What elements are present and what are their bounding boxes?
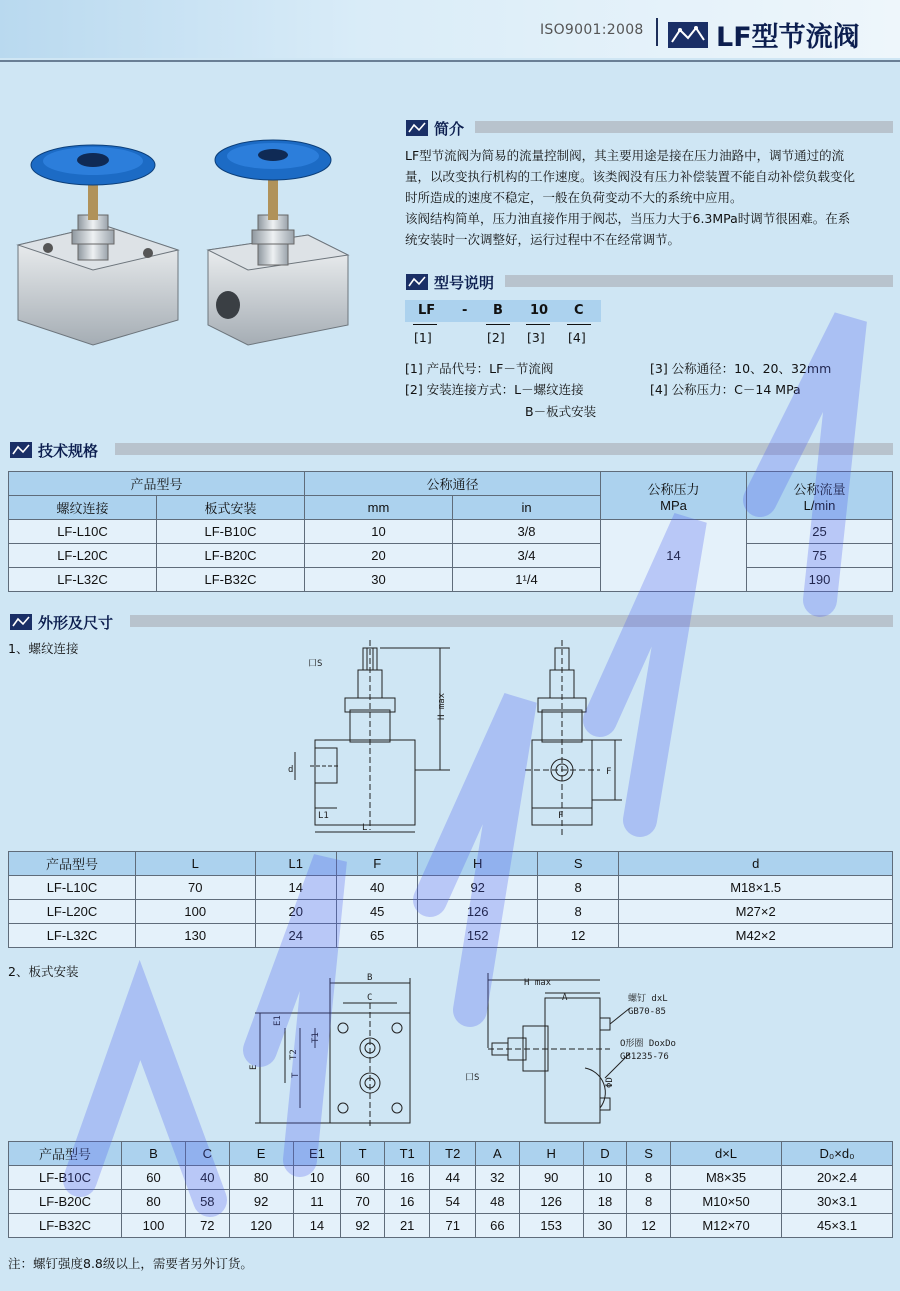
cell: LF-B10C <box>157 520 305 544</box>
page-title: LF型节流阀 <box>716 22 860 53</box>
th-pressure-unit: MPa <box>660 497 687 513</box>
cell: 1¹/4 <box>453 568 601 592</box>
cell: 75 <box>747 544 893 568</box>
cell: 8 <box>627 1190 671 1214</box>
cell: 25 <box>747 520 893 544</box>
sub-heading-thread: 1、螺纹连接 <box>8 641 79 656</box>
code-underline <box>567 324 591 325</box>
section-rule <box>505 275 893 287</box>
cell: M12×70 <box>671 1214 782 1238</box>
cell: 126 <box>519 1190 583 1214</box>
cell: 190 <box>747 568 893 592</box>
label-oring: O形圈 DoxDo <box>620 1039 676 1049</box>
cell: 60 <box>122 1166 186 1190</box>
th: D₀×d₀ <box>782 1142 893 1166</box>
code-b: B <box>493 303 503 318</box>
cell: LF-L10C <box>9 876 136 900</box>
th: A <box>476 1142 520 1166</box>
table-row <box>9 924 893 948</box>
model-note: B－板式安装 <box>525 404 597 419</box>
th: L1 <box>255 852 336 876</box>
cell: 10 <box>293 1166 341 1190</box>
code-underline <box>486 324 510 325</box>
cell: 66 <box>476 1214 520 1238</box>
table-header-row <box>9 1142 893 1166</box>
product-photos <box>8 135 388 360</box>
table-row <box>9 1166 893 1190</box>
th: T2 <box>430 1142 476 1166</box>
model-note: [1] 产品代号：LF－节流阀 <box>405 361 554 376</box>
code-lf: LF <box>418 303 436 318</box>
dim-b: B <box>367 973 373 983</box>
dim-a: A <box>562 993 568 1003</box>
cell: M27×2 <box>619 900 893 924</box>
cell: 30 <box>305 568 453 592</box>
spec-table <box>8 471 893 592</box>
code-index: [1] <box>414 330 432 345</box>
cell: 54 <box>430 1190 476 1214</box>
section-rule <box>475 121 893 133</box>
cell: LF-L32C <box>9 924 136 948</box>
dim-s: 口S <box>465 1073 480 1083</box>
code-underline <box>413 324 437 325</box>
th: S <box>537 852 618 876</box>
cell-pressure: 14 <box>601 520 747 592</box>
intro-text <box>405 145 895 250</box>
dim-phid: ΦD <box>605 1077 615 1088</box>
cell: M18×1.5 <box>619 876 893 900</box>
th: H <box>418 852 538 876</box>
code-10: 10 <box>530 303 549 318</box>
spec-heading: 技术规格 <box>38 442 99 460</box>
cell: 153 <box>519 1214 583 1238</box>
label-screw: 螺钉 dxL <box>628 994 668 1004</box>
cell: 45 <box>336 900 417 924</box>
cell: 20 <box>255 900 336 924</box>
cell: 100 <box>136 900 256 924</box>
dim-l: L <box>362 823 368 833</box>
cell: 71 <box>430 1214 476 1238</box>
code-c: C <box>574 303 584 318</box>
dim-c: C <box>367 993 373 1003</box>
cell: 130 <box>136 924 256 948</box>
cell: 92 <box>418 876 538 900</box>
th-flow-unit: L/min <box>803 497 836 513</box>
cell: 45×3.1 <box>782 1214 893 1238</box>
cell: 24 <box>255 924 336 948</box>
cell: 8 <box>627 1166 671 1190</box>
cell: M8×35 <box>671 1166 782 1190</box>
cell: 12 <box>537 924 618 948</box>
cell: 3/8 <box>453 520 601 544</box>
section-rule <box>130 615 893 627</box>
cell: LF-L20C <box>9 544 157 568</box>
cell: 100 <box>122 1214 186 1238</box>
dim-s: 口S <box>308 659 323 669</box>
cell: 20 <box>305 544 453 568</box>
cell: 70 <box>136 876 256 900</box>
model-note: [3] 公称通径：10、20、32mm <box>650 361 832 376</box>
model-note: [4] 公称压力：C－14 MPa <box>650 382 801 397</box>
intro-heading: 简介 <box>434 120 465 138</box>
th: B <box>122 1142 186 1166</box>
dim-f1: F <box>558 811 564 821</box>
th-flow <box>747 472 893 520</box>
dim-d: d <box>288 765 294 775</box>
table-header-row <box>9 852 893 876</box>
section-icon <box>406 274 428 290</box>
th: F <box>336 852 417 876</box>
cell: LF-B20C <box>9 1190 122 1214</box>
cell: 44 <box>430 1166 476 1190</box>
cell: 58 <box>186 1190 230 1214</box>
dim-f2: F <box>606 767 612 777</box>
dim-t: T <box>291 1072 301 1078</box>
th: d <box>619 852 893 876</box>
cell: 48 <box>476 1190 520 1214</box>
footnote: 注：螺钉强度8.8级以上，需要者另外订货。 <box>8 1256 253 1271</box>
plate-side-view <box>488 973 630 1123</box>
table-row <box>9 876 893 900</box>
th: H <box>519 1142 583 1166</box>
dim-e1: E1 <box>273 1015 283 1026</box>
intro-line: 该阀结构简单，压力油直接作用于阀芯，当压力大于6.3MPa时调节很困难。在系 <box>405 211 851 226</box>
cell: LF-B20C <box>157 544 305 568</box>
cell: 92 <box>229 1190 293 1214</box>
cell: 30×3.1 <box>782 1190 893 1214</box>
cell: 16 <box>384 1166 430 1190</box>
cell: 32 <box>476 1166 520 1190</box>
cell: 14 <box>293 1214 341 1238</box>
intro-line: 时所造成的速度不稳定，一般在负荷变动不大的系统中应用。 <box>405 190 743 205</box>
cell: 21 <box>384 1214 430 1238</box>
th: E1 <box>293 1142 341 1166</box>
code-index: [3] <box>527 330 545 345</box>
th: D <box>583 1142 627 1166</box>
dim-t1: T1 <box>311 1032 321 1043</box>
header-rule <box>0 60 900 62</box>
th-model: 产品型号 <box>9 472 305 496</box>
th-in: in <box>453 496 601 520</box>
th-mm: mm <box>305 496 453 520</box>
plate-dims-table <box>8 1141 893 1238</box>
cell: 120 <box>229 1214 293 1238</box>
th-plate: 板式安装 <box>157 496 305 520</box>
label-gb70: GB70-85 <box>628 1007 666 1017</box>
cell: 10 <box>583 1166 627 1190</box>
model-note: [2] 安装连接方式：L－螺纹连接 <box>405 382 584 397</box>
cell: 11 <box>293 1190 341 1214</box>
th-pressure <box>601 472 747 520</box>
cell: 14 <box>255 876 336 900</box>
cell: LF-L32C <box>9 568 157 592</box>
section-icon <box>10 614 32 630</box>
cell: 152 <box>418 924 538 948</box>
cell: M10×50 <box>671 1190 782 1214</box>
th-pressure-label: 公称压力 <box>647 481 700 497</box>
table-row <box>9 544 893 568</box>
th: C <box>186 1142 230 1166</box>
th: L <box>136 852 256 876</box>
code-underline <box>526 324 550 325</box>
cell: 40 <box>336 876 417 900</box>
intro-line: 统安装时一次调整好，运行过程中不在经常调节。 <box>405 232 681 247</box>
dims-heading: 外形及尺寸 <box>38 614 114 632</box>
cell: LF-L10C <box>9 520 157 544</box>
code-index: [4] <box>568 330 586 345</box>
table-row <box>9 520 893 544</box>
th: T <box>341 1142 385 1166</box>
dim-hmax: H max <box>524 978 552 988</box>
cell: LF-B32C <box>157 568 305 592</box>
model-heading: 型号说明 <box>434 274 495 292</box>
threaded-dims-table <box>8 851 893 948</box>
th-flow-label: 公称流量 <box>793 481 846 497</box>
cell: 20×2.4 <box>782 1166 893 1190</box>
intro-line: 量，以改变执行机构的工作速度。该类阀没有压力补偿装置不能自动补偿负载变化 <box>405 169 856 184</box>
code-dash: - <box>462 303 468 318</box>
header-divider <box>656 18 658 46</box>
cell: 10 <box>305 520 453 544</box>
intro-line: LF型节流阀为简易的流量控制阀，其主要用途是接在压力油路中，调节通过的流 <box>405 148 845 163</box>
dim-l1: L1 <box>318 811 329 821</box>
section-rule <box>115 443 893 455</box>
dim-t2: T2 <box>289 1049 299 1060</box>
cell: 70 <box>341 1190 385 1214</box>
cell: 60 <box>341 1166 385 1190</box>
cell: 8 <box>537 876 618 900</box>
cell: 8 <box>537 900 618 924</box>
cell: LF-B32C <box>9 1214 122 1238</box>
table-row <box>9 1190 893 1214</box>
cell: 16 <box>384 1190 430 1214</box>
cell: 126 <box>418 900 538 924</box>
cell: LF-L20C <box>9 900 136 924</box>
iso-label: ISO9001:2008 <box>540 22 644 38</box>
cell: 80 <box>229 1166 293 1190</box>
plate-top-view <box>255 978 410 1128</box>
plate-valve-photo <box>18 145 178 345</box>
th-dn: 公称通径 <box>305 472 601 496</box>
table-row <box>9 568 893 592</box>
th: S <box>627 1142 671 1166</box>
dim-e: E <box>249 1064 259 1070</box>
cell: 72 <box>186 1214 230 1238</box>
th-thread: 螺纹连接 <box>9 496 157 520</box>
th: 产品型号 <box>9 1142 122 1166</box>
dim-hmax: H max <box>437 692 447 720</box>
th: 产品型号 <box>9 852 136 876</box>
plate-valve-drawing <box>240 968 680 1133</box>
cell: 30 <box>583 1214 627 1238</box>
cell: LF-B10C <box>9 1166 122 1190</box>
section-icon <box>10 442 32 458</box>
label-gb1235: GB1235-76 <box>620 1052 669 1062</box>
cell: 12 <box>627 1214 671 1238</box>
cell: 90 <box>519 1166 583 1190</box>
th: d×L <box>671 1142 782 1166</box>
threaded-valve-photo <box>208 140 348 345</box>
sub-heading-plate: 2、板式安装 <box>8 964 79 979</box>
th: E <box>229 1142 293 1166</box>
code-index: [2] <box>487 330 505 345</box>
cell: M42×2 <box>619 924 893 948</box>
brand-logo-icon <box>668 22 708 48</box>
th: T1 <box>384 1142 430 1166</box>
cell: 40 <box>186 1166 230 1190</box>
cell: 18 <box>583 1190 627 1214</box>
threaded-valve-drawing <box>270 640 640 840</box>
cell: 80 <box>122 1190 186 1214</box>
table-row <box>9 900 893 924</box>
cell: 3/4 <box>453 544 601 568</box>
cell: 65 <box>336 924 417 948</box>
section-icon <box>406 120 428 136</box>
table-row <box>9 1214 893 1238</box>
cell: 92 <box>341 1214 385 1238</box>
side-view <box>525 640 622 835</box>
